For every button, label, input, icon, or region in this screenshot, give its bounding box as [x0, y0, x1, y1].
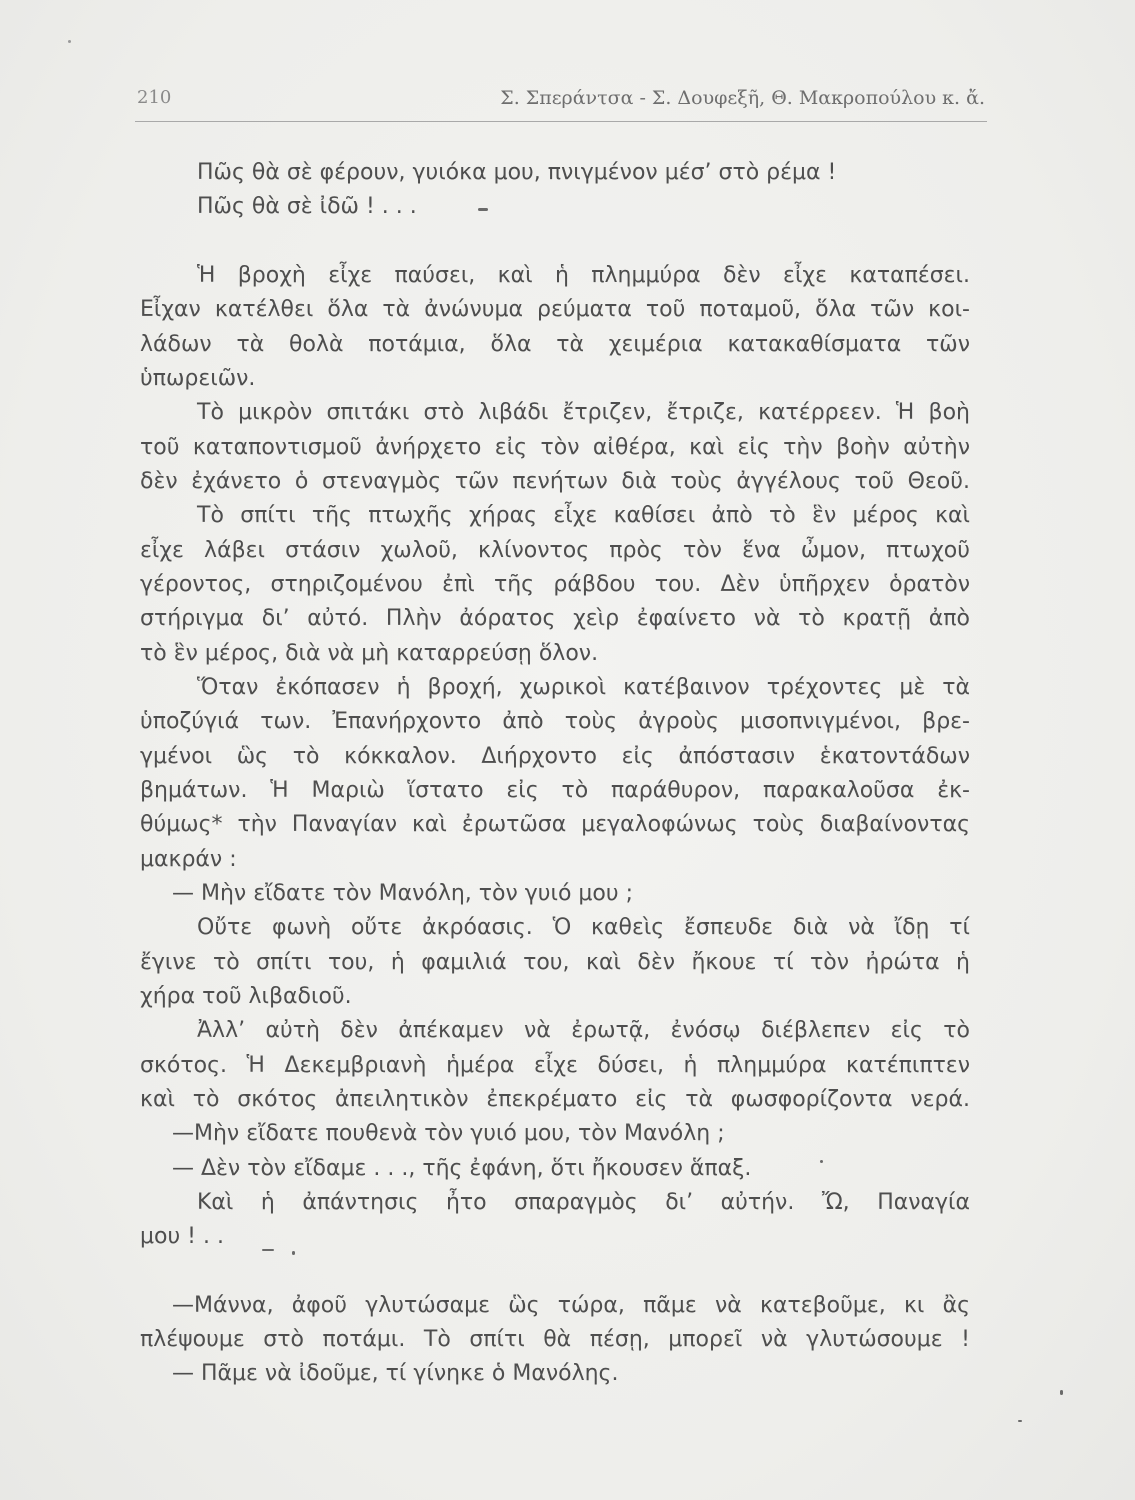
text-line: Τὸ σπίτι τῆς πτωχῆς χήρας εἶχε καθίσει ἀπὸ τὸ ἓν μέρος καὶ — [197, 503, 970, 529]
paragraph — [140, 259, 970, 396]
text-line: δὲν ἐχάνετο ὁ στεναγμὸς τῶν πενήτων διὰ τοὺς ἀγγέλους τοῦ Θεοῦ. — [140, 468, 970, 494]
dialogue-line: —Μὴν εἴδατε πουθενὰ τὸν γυιό μου, τὸν Μανόλη ; — [172, 1121, 725, 1147]
verse-line: Πῶς θὰ σὲ φέρουν, γυιόκα μου, πνιγμένον μέσ’ στὸ ρέμα ! — [197, 160, 837, 185]
text-line: ὑπωρειῶν. — [140, 365, 256, 391]
text-line: Ἡ βροχὴ εἶχε παύσει, καὶ ἡ πλημμύρα δὲν εἶχε καταπέσει. — [197, 262, 970, 288]
blank-line — [140, 225, 970, 259]
paragraph — [140, 1186, 970, 1255]
dialogue-line: — Δὲν τὸν εἴδαμε . . ., τῆς ἐφάνη, ὅτι ἤκουσεν ἅπαξ. — [172, 1155, 752, 1181]
text-line: βημάτων. Ἡ Μαριὼ ἵστατο εἰς τὸ παράθυρον, παρακαλοῦσα ἐκ- — [140, 777, 970, 803]
page-number: 210 — [137, 87, 172, 108]
text-line: θύμως* τὴν Παναγίαν καὶ ἐρωτῶσα μεγαλοφώνως τοὺς διαβαίνοντας — [140, 812, 970, 838]
ink-speck — [262, 1249, 274, 1251]
text-line: Οὔτε φωνὴ οὔτε ἀκρόασις. Ὁ καθεὶς ἔσπευδε διὰ νὰ ἴδῃ τί — [197, 915, 970, 941]
text-line: Ὅταν ἐκόπασεν ἡ βροχή, χωρικοὶ κατέβαινον τρέχοντες μὲ τὰ — [197, 674, 970, 700]
ink-speck — [1018, 1420, 1022, 1422]
text-line: μακράν : — [140, 846, 237, 872]
paragraph — [140, 396, 970, 499]
text-line: ἔγινε τὸ σπίτι του, ἡ φαμιλιά του, καὶ δὲν ἤκουε τί τὸν ἠρώτα ἡ — [140, 949, 970, 975]
text-line: τοῦ καταποντισμοῦ ἀνήρχετο εἰς τὸν αἰθέρα, καὶ εἰς τὴν βοὴν αὐτὴν — [140, 434, 970, 460]
running-title: Σ. Σπεράντσα - Σ. Δουφεξῆ, Θ. Μακροπούλου κ. ἄ. — [500, 87, 985, 109]
text-line: χήρα τοῦ λιβαδιοῦ. — [140, 983, 352, 1009]
text-line: τὸ ἓν μέρος, διὰ νὰ μὴ καταρρεύσῃ ὅλον. — [140, 640, 599, 666]
ink-speck — [68, 40, 71, 43]
ink-speck — [820, 1160, 823, 1163]
dialogue-paragraph — [140, 1357, 970, 1391]
text-line: Καὶ ἡ ἀπάντησις ἦτο σπαραγμὸς δι’ αὐτήν. Ὤ, Παναγία — [197, 1189, 970, 1215]
text-line: Ἀλλ’ αὐτὴ δὲν ἀπέκαμεν νὰ ἐρωτᾷ, ἐνόσῳ διέβλεπεν εἰς τὸ — [197, 1018, 970, 1044]
paragraph — [140, 1014, 970, 1117]
dialogue-paragraph — [140, 877, 970, 911]
text-line: γμένοι ὣς τὸ κόκκαλον. Διήρχοντο εἰς ἀπόστασιν ἑκατοντάδων — [140, 743, 970, 769]
paragraph — [140, 671, 970, 877]
verse-line: Πῶς θὰ σὲ ἰδῶ ! . . . — [197, 194, 417, 220]
page-header — [135, 84, 985, 112]
text-line: σκότος. Ἡ Δεκεμβριανὴ ἡμέρα εἶχε δύσει, ἡ πλημμύρα κατέπιπτεν — [140, 1052, 970, 1078]
text-line: μου ! . . — [140, 1224, 224, 1250]
dialogue-paragraph — [140, 1117, 970, 1151]
paragraph — [140, 499, 970, 671]
header-rule — [135, 121, 987, 122]
blank-line — [140, 1255, 970, 1289]
text-line: καὶ τὸ σκότος ἀπειλητικὸν ἐπεκρέματο εἰς τὰ φωσφορίζοντα νερά. — [140, 1086, 970, 1112]
ink-speck — [292, 1251, 295, 1255]
verse — [140, 156, 970, 225]
text-line: Τὸ μικρὸν σπιτάκι στὸ λιβάδι ἔτριζεν, ἔτριζε, κατέρρεεν. Ἡ βοὴ — [197, 400, 970, 426]
text-line: εἶχε λάβει στάσιν χωλοῦ, κλίνοντος πρὸς τὸν ἕνα ὦμον, πτωχοῦ — [140, 537, 970, 563]
text-line: ὑποζύγιά των. Ἐπανήρχοντο ἀπὸ τοὺς ἀγροὺς μισοπνιγμένοι, βρε- — [140, 709, 970, 735]
dialogue-paragraph — [140, 1152, 970, 1186]
ink-speck — [1060, 1390, 1063, 1395]
body-text — [140, 156, 970, 1392]
text-line: γέροντος, στηριζομένου ἐπὶ τῆς ράβδου του. Δὲν ὑπῆρχεν ὁρατὸν — [140, 571, 970, 597]
paragraph — [140, 911, 970, 1014]
dialogue-paragraph — [140, 1289, 970, 1358]
ink-speck — [478, 208, 488, 211]
dialogue-line: —Μάννα, ἀφοῦ γλυτώσαμε ὣς τώρα, πᾶμε νὰ κατεβοῦμε, κι ἂς — [172, 1292, 970, 1318]
text-line: λάδων τὰ θολὰ ποτάμια, ὅλα τὰ χειμέρια κατακαθίσματα τῶν — [140, 331, 970, 357]
dialogue-line: — Μὴν εἴδατε τὸν Μανόλη, τὸν γυιό μου ; — [172, 880, 634, 906]
text-line: στήριγμα δι’ αὐτό. Πλὴν ἀόρατος χεὶρ ἐφαίνετο νὰ τὸ κρατῇ ἀπὸ — [140, 606, 970, 632]
text-line: Εἶχαν κατέλθει ὅλα τὰ ἀνώνυμα ρεύματα τοῦ ποταμοῦ, ὅλα τῶν κοι- — [140, 297, 970, 323]
dialogue-line: — Πᾶμε νὰ ἰδοῦμε, τί γίνηκε ὁ Μανόλης. — [172, 1361, 619, 1387]
dialogue-line: πλέψουμε στὸ ποτάμι. Τὸ σπίτι θὰ πέσῃ, μπορεῖ νὰ γλυτώσουμε ! — [140, 1327, 970, 1353]
